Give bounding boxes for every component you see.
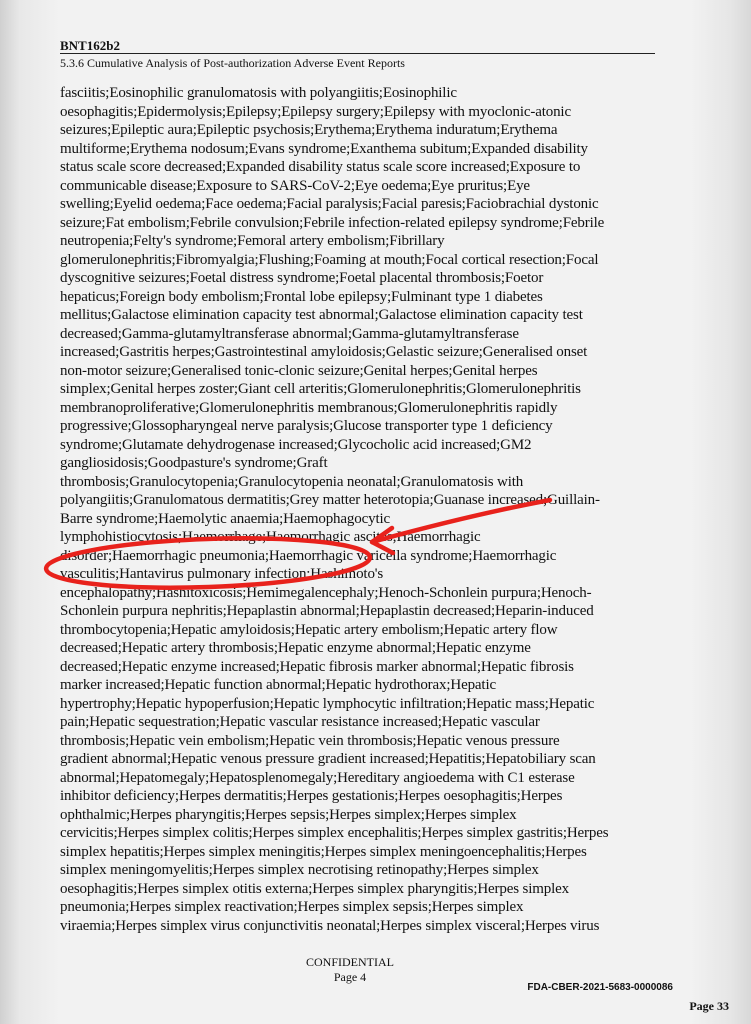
text-line: simplex meningomyelitis;Herpes simplex necrotising retinopathy;Herpes simplex (60, 862, 539, 878)
text-line: glomerulonephritis;Fibromyalgia;Flushing;Foaming at mouth;Focal cortical resection;Focal (60, 251, 599, 268)
text-line: seizures;Epileptic aura;Epileptic psychosis;Erythema;Erythema induratum;Erythema (60, 122, 558, 138)
text-line: hypertrophy;Hepatic hypoperfusion;Hepatic lymphocytic infiltration;Hepatic mass;Hepatic (60, 695, 595, 712)
text-line: cervicitis;Herpes simplex colitis;Herpes simplex encephalitis;Herpes simplex gastritis;Herpes (60, 825, 609, 841)
text-line: gangliosidosis;Goodpasture's syndrome;Graft (60, 455, 328, 471)
text-line: simplex hepatitis;Herpes simplex meningitis;Herpes simplex meningoencephalitis;Herpes (60, 843, 587, 860)
text-line: marker increased;Hepatic function abnormal;Hepatic hydrothorax;Hepatic (60, 677, 496, 693)
text-line: neutropenia;Felty's syndrome;Femoral artery embolism;Fibrillary (60, 233, 445, 249)
text-line: ophthalmic;Herpes pharyngitis;Herpes sepsis;Herpes simplex;Herpes simplex (60, 806, 517, 823)
text-line: oesophagitis;Herpes simplex otitis externa;Herpes simplex pharyngitis;Herpes simplex (60, 880, 569, 897)
confidential-label: CONFIDENTIAL (306, 955, 394, 969)
text-line: Barre syndrome;Haemolytic anaemia;Haemophagocytic (60, 510, 391, 527)
text-line: decreased;Hepatic enzyme increased;Hepatic fibrosis marker abnormal;Hepatic fibrosis (60, 658, 574, 675)
text-line: encephalopathy;Hashitoxicosis;Hemimegalencephaly;Henoch-Schonlein purpura;Henoch- (60, 584, 592, 601)
text-line: lymphohistiocytosis;Haemorrhage;Haemorrhagic ascites;Haemorrhagic (60, 529, 481, 545)
text-line: hepaticus;Foreign body embolism;Frontal lobe epilepsy;Fulminant type 1 diabetes (60, 288, 543, 305)
page-number: Page 4 (333, 970, 367, 984)
outer-page-number: Page 33 (689, 999, 729, 1013)
text-line: seizure;Fat embolism;Febrile convulsion;Febrile infection-related epilepsy syndrome;Febrile (60, 214, 605, 231)
text-line: thrombocytopenia;Hepatic amyloidosis;Hepatic artery embolism;Hepatic artery flow (60, 621, 558, 638)
text-line: viraemia;Herpes simplex virus conjunctivitis neonatal;Herpes simplex visceral;Herpes virus (60, 917, 600, 934)
text-line: disorder;Haemorrhagic pneumonia;Haemorrhagic varicella syndrome;Haemorrhagic (60, 547, 557, 564)
text-line: decreased;Hepatic artery thrombosis;Hepatic enzyme abnormal;Hepatic enzyme (60, 640, 531, 656)
text-line: vasculitis;Hantavirus pulmonary infection;Hashimoto's (60, 566, 384, 582)
text-line: swelling;Eyelid oedema;Face oedema;Facial paralysis;Facial paresis;Faciobrachial dystonic (60, 196, 599, 212)
document-id: FDA-CBER-2021-5683-0000086 (527, 982, 673, 993)
text-line: membranoproliferative;Glomerulonephritis membranous;Glomerulonephritis rapidly (60, 399, 558, 416)
text-line: mellitus;Galactose elimination capacity test abnormal;Galactose elimination capacity test (60, 307, 583, 323)
text-line: dyscognitive seizures;Foetal distress syndrome;Foetal placental thrombosis;Foetor (60, 270, 544, 286)
text-line: pain;Hepatic sequestration;Hepatic vascular resistance increased;Hepatic vascular (60, 714, 540, 730)
adverse-event-list (60, 84, 660, 935)
text-line: abnormal;Hepatomegaly;Hepatosplenomegaly;Hereditary angioedema with C1 esterase (60, 769, 575, 786)
text-line: multiforme;Erythema nodosum;Evans syndrome;Exanthema subitum;Expanded disability (60, 140, 588, 157)
text-line: inhibitor deficiency;Herpes dermatitis;Herpes gestationis;Herpes oesophagitis;Herpes (60, 788, 563, 804)
document-code: BNT162b2 (60, 38, 120, 53)
text-line: increased;Gastritis herpes;Gastrointestinal amyloidosis;Gelastic seizure;Generalised onset (60, 344, 588, 360)
header-rule (60, 53, 655, 54)
text-line: progressive;Glossopharyngeal nerve paralysis;Glucose transporter type 1 deficiency (60, 418, 553, 434)
text-line: non-motor seizure;Generalised tonic-clonic seizure;Genital herpes;Genital herpes (60, 362, 538, 379)
text-line: communicable disease;Exposure to SARS-CoV-2;Eye oedema;Eye pruritus;Eye (60, 177, 530, 194)
text-line: thrombosis;Hepatic vein embolism;Hepatic vein thrombosis;Hepatic venous pressure (60, 732, 560, 749)
text-line: oesophagitis;Epidermolysis;Epilepsy;Epilepsy surgery;Epilepsy with myoclonic-atonic (60, 103, 571, 120)
text-line: simplex;Genital herpes zoster;Giant cell arteritis;Glomerulonephritis;Glomerulonephritis (60, 381, 581, 397)
text-line: decreased;Gamma-glutamyltransferase abnormal;Gamma-glutamyltransferase (60, 325, 519, 342)
text-line: Schonlein purpura nephritis;Hepaplastin abnormal;Hepaplastin decreased;Heparin-induced (60, 603, 594, 619)
text-line: status scale score decreased;Expanded disability status scale score increased;Exposure to (60, 159, 581, 175)
text-line: thrombosis;Granulocytopenia;Granulocytopenia neonatal;Granulomatosis with (60, 473, 524, 490)
section-title: 5.3.6 Cumulative Analysis of Post-authorization Adverse Event Reports (60, 56, 405, 70)
text-line: polyangiitis;Granulomatous dermatitis;Grey matter heterotopia;Guanase increased;Guillain- (60, 492, 600, 508)
text-line: syndrome;Glutamate dehydrogenase increased;Glycocholic acid increased;GM2 (60, 436, 532, 453)
text-line: gradient abnormal;Hepatic venous pressure gradient increased;Hepatitis;Hepatobiliary scan (60, 751, 596, 767)
text-line: fasciitis;Eosinophilic granulomatosis with polyangiitis;Eosinophilic (60, 85, 457, 101)
text-line: pneumonia;Herpes simplex reactivation;Herpes simplex sepsis;Herpes simplex (60, 899, 524, 915)
